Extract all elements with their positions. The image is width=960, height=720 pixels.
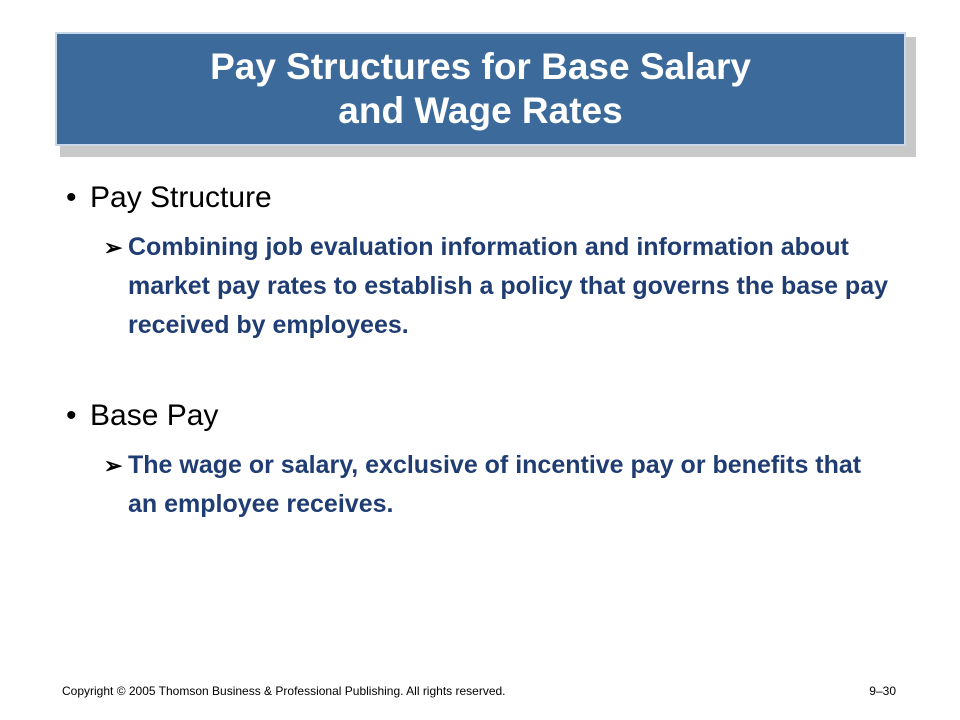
slide-title-line-1: Pay Structures for Base Salary: [210, 46, 751, 87]
bullet-icon: •: [66, 399, 77, 432]
slide-title-line-2: and Wage Rates: [338, 90, 623, 131]
bullet-icon: •: [66, 181, 77, 214]
bullet-heading: Pay Structure: [90, 181, 272, 214]
subbullet-base-pay-definition: [104, 446, 894, 524]
arrow-bullet-icon: ➢: [104, 235, 123, 260]
arrow-bullet-icon: ➢: [104, 453, 123, 478]
subbullet-text: The wage or salary, exclusive of incentive pay or benefits that an employee receives.: [128, 451, 862, 518]
footer-slide-number: 9–30: [869, 684, 896, 698]
bullet-base-pay: [66, 398, 218, 434]
bullet-heading: Base Pay: [90, 399, 219, 432]
subbullet-text: Combining job evaluation information and information about market pay rates to establish a policy that governs the base pay received by employees.: [128, 233, 888, 339]
bullet-pay-structure: [66, 180, 272, 216]
subbullet-pay-structure-definition: [104, 228, 894, 345]
footer-copyright: Copyright © 2005 Thomson Business & Professional Publishing. All rights reserved.: [62, 684, 506, 698]
